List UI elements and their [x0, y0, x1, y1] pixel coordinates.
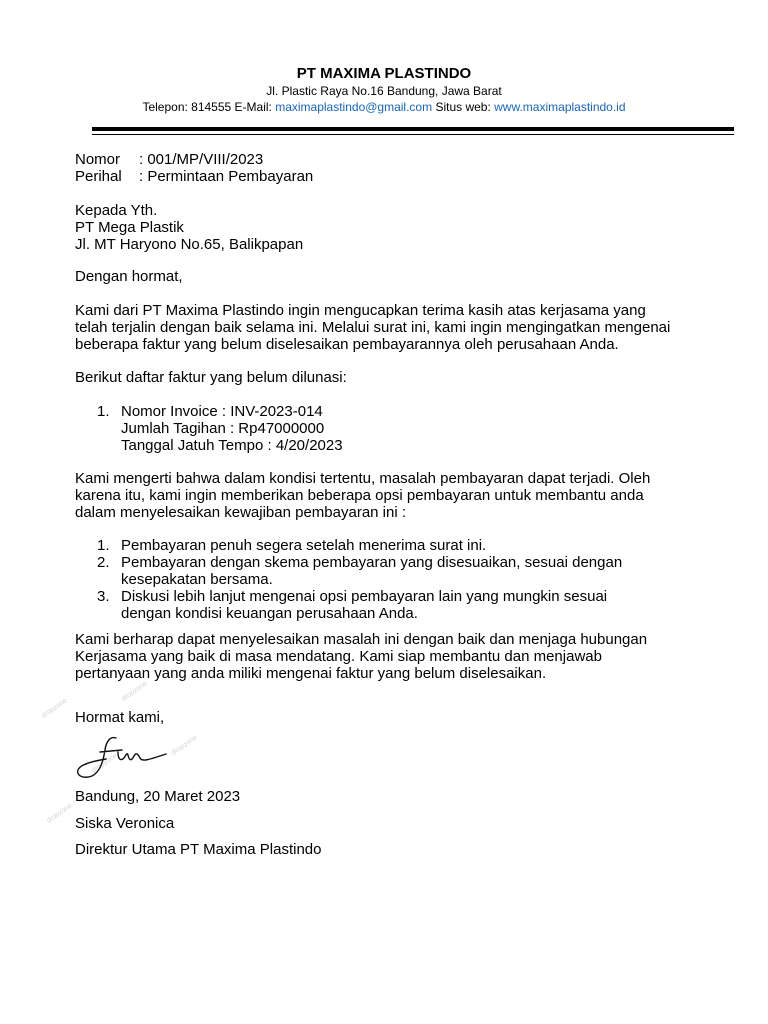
options-list [75, 537, 715, 622]
place-date: Bandung, 20 Maret 2023 [75, 788, 241, 805]
closing-line: pertanyaan yang anda miliki mengenai faktur yang belum diselesaikan. [75, 665, 547, 682]
contact-line [0, 99, 768, 115]
website-link[interactable]: www.maximaplastindo.id [494, 100, 626, 114]
nomor-value: : 001/MP/VIII/2023 [139, 151, 264, 168]
letter-meta [75, 151, 715, 185]
email-link[interactable]: maximaplastindo@gmail.com [275, 100, 433, 114]
nomor-label: Nomor [75, 151, 121, 168]
options-intro-line: dalam menyelesaikan kewajiban pembayaran ini : [75, 504, 407, 521]
company-address: Jl. Plastic Raya No.16 Bandung, Jawa Barat [266, 84, 502, 98]
signature-image [70, 728, 180, 783]
recipient-address: Jl. MT Haryono No.65, Balikpapan [75, 236, 304, 253]
perihal-row [75, 168, 715, 185]
option-item [75, 588, 715, 622]
invoice-intro: Berikut daftar faktur yang belum dilunasi: [75, 369, 347, 386]
option-line: kesepakatan bersama. [121, 571, 273, 588]
watermark-text: dropzone [90, 752, 119, 775]
intro-paragraph [75, 302, 715, 353]
intro-line: telah terjalin dengan baik selama ini. Melalui surat ini, kami ingin mengingatkan mengenai [75, 319, 671, 336]
options-intro [75, 470, 715, 521]
option-item [75, 537, 715, 554]
signer-title: Direktur Utama PT Maxima Plastindo [75, 841, 322, 858]
closing-line: Kerjasama yang baik di masa mendatang. Kami siap membantu dan menjawab [75, 648, 602, 665]
recipient-salutation: Kepada Yth. [75, 202, 158, 219]
closing-line: Kami berharap dapat menyelesaikan masalah ini dengan baik dan menjaga hubungan [75, 631, 648, 648]
nomor-row [75, 151, 715, 168]
option-number: 1. [97, 537, 110, 554]
watermark-text: dropzone [170, 734, 199, 757]
intro-line: Kami dari PT Maxima Plastindo ingin mengucapkan terima kasih atas kerjasama yang [75, 302, 646, 319]
header-rule-thin [92, 134, 734, 135]
sign-off: Hormat kami, [75, 709, 165, 726]
option-line: dengan kondisi keuangan perusahaan Anda. [121, 605, 418, 622]
watermark-text: dropzone [40, 697, 69, 720]
option-line: Pembayaran penuh segera setelah menerima surat ini. [121, 537, 487, 554]
option-number: 3. [97, 588, 110, 605]
invoice-due-date: Tanggal Jatuh Tempo : 4/20/2023 [121, 437, 343, 454]
option-line: Pembayaran dengan skema pembayaran yang disesuaikan, sesuai dengan [121, 554, 623, 571]
option-number: 2. [97, 554, 110, 571]
closing-paragraph [75, 631, 715, 682]
invoice-list [75, 403, 715, 454]
perihal-value: : Permintaan Pembayaran [139, 168, 314, 185]
recipient-block [75, 202, 715, 253]
perihal-label: Perihal [75, 168, 122, 185]
option-item [75, 554, 715, 588]
invoice-id: Nomor Invoice : INV-2023-014 [121, 403, 323, 420]
invoice-item [75, 403, 715, 454]
phone-email-label: Telepon: 814555 E-Mail: [142, 100, 276, 114]
invoice-number: 1. [97, 403, 110, 420]
company-name: PT MAXIMA PLASTINDO [296, 65, 472, 82]
greeting: Dengan hormat, [75, 268, 183, 285]
recipient-company: PT Mega Plastik [75, 219, 184, 236]
option-line: Diskusi lebih lanjut mengenai opsi pembayaran lain yang mungkin sesuai [121, 588, 608, 605]
invoice-amount: Jumlah Tagihan : Rp47000000 [121, 420, 325, 437]
letterhead [0, 64, 768, 115]
watermark-text: dropzone [45, 802, 74, 825]
options-intro-line: Kami mengerti bahwa dalam kondisi tertentu, masalah pembayaran dapat terjadi. Oleh [75, 470, 651, 487]
watermark-text: dropzone [120, 680, 149, 703]
header-rule-thick [92, 127, 734, 131]
website-label: Situs web: [432, 100, 495, 114]
options-intro-line: karena itu, kami ingin memberikan beberapa opsi pembayaran untuk membantu anda [75, 487, 644, 504]
signer-name: Siska Veronica [75, 815, 175, 832]
intro-line: beberapa faktur yang belum diselesaikan pembayarannya oleh perusahaan Anda. [75, 336, 619, 353]
